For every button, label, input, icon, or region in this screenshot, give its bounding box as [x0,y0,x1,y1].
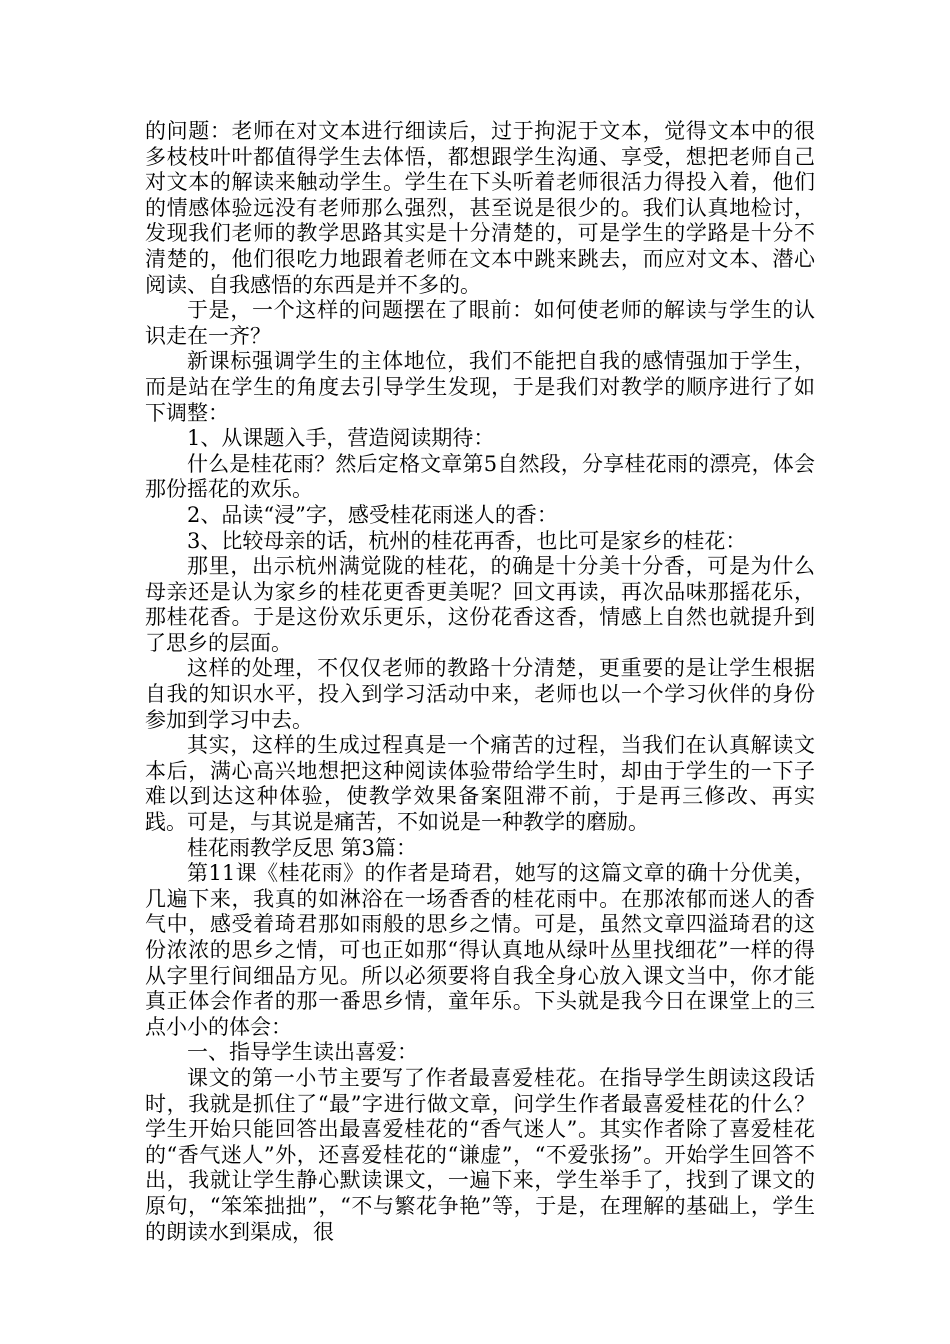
list-item-2: 2、品读“浸”字，感受桂花雨迷人的香： [187,502,558,527]
paragraph-8: 第11课《桂花雨》的作者是琦君，她写的这篇文章的确十分优美，几遍下来，我真的如淋浴在一场香香的桂花雨中。在那浓郁而迷人的香气中，感受着琦君那如雨般的思乡之情。可是，虽然文章四溢琦君的这份浓浓的思乡之情，可也正如那“得认真地从绿叶丛里找细花”一样的得从字里行间细品方见。所以必须要将自我全身心放入课文当中，你才能真正体会作者的那一番思乡情，童年乐。下头就是我今日在课堂上的三点小小的体会： [145,861,815,1039]
paragraph-5: 那里，出示杭州满觉陇的桂花，的确是十分美十分香，可是为什么母亲还是认为家乡的桂花更香更美呢？回文再读，再次品味那摇花乐，那桂花香。于是这份欢乐更乐，这份花香这香，情感上自然也就提升到了思乡的层面。 [145,554,815,655]
paragraph-7: 其实，这样的生成过程真是一个痛苦的过程，当我们在认真解读文本后，满心高兴地想把这种阅读体验带给学生时，却由于学生的一下子难以到达这种体验，使教学效果备案阻滞不前，于是再三修改、再实践。可是，与其说是痛苦，不如说是一种教学的磨励。 [145,733,815,835]
paragraph-9: 课文的第一小节主要写了作者最喜爱桂花。在指导学生朗读这段话时，我就是抓住了“最”字进行做文章，问学生作者最喜爱桂花的什么？学生开始只能回答出最喜爱桂花的“香气迷人”。其实作者除了喜爱桂花的“香气迷人”外，还喜爱桂花的“谦虚”，“不爱张扬”。开始学生回答不出，我就让学生静心默读课文，一遍下来，学生举手了，找到了课文的原句，“笨笨拙拙”，“不与繁花争艳”等，于是，在理解的基础上，学生的朗读水到渠成，很 [145,1065,815,1244]
paragraph-4: 什么是桂花雨？然后定格文章第5自然段，分享桂花雨的漂亮，体会那份摇花的欢乐。 [145,451,815,502]
list-item-3: 3、比较母亲的话，杭州的桂花再香，也比可是家乡的桂花： [187,528,747,553]
document-page [145,119,815,1245]
paragraph-2: 于是，一个这样的问题摆在了眼前：如何使老师的解读与学生的认识走在一齐？ [145,298,815,348]
paragraph-1: 的问题：老师在对文本进行细读后，过于拘泥于文本，觉得文本中的很多枝枝叶叶都值得学生去体悟，都想跟学生沟通、享受，想把老师自己对文本的解读来触动学生。学生在下头听着老师很活力得投入着，他们的情感体验远没有老师那么强烈，甚至说是很少的。我们认真地检讨，发现我们老师的教学思路其实是十分清楚的，可是学生的学路是十分不清楚的，他们很吃力地跟着老师在文本中跳来跳去，而应对文本、潜心阅读、自我感悟的东西是并不多的。 [145,119,815,297]
section-heading: 桂花雨教学反思 第3篇： [187,835,418,860]
paragraph-3: 新课标强调学生的主体地位，我们不能把自我的感情强加于学生，而是站在学生的角度去引导学生发现，于是我们对教学的顺序进行了如下调整： [145,349,815,425]
list-item-1: 1、从课题入手，营造阅读期待： [187,426,495,451]
paragraph-6: 这样的处理，不仅仅老师的教路十分清楚，更重要的是让学生根据自我的知识水平，投入到学习活动中来，老师也以一个学习伙伴的身份参加到学习中去。 [145,656,815,732]
subheading-1: 一、指导学生读出喜爱： [187,1040,418,1065]
